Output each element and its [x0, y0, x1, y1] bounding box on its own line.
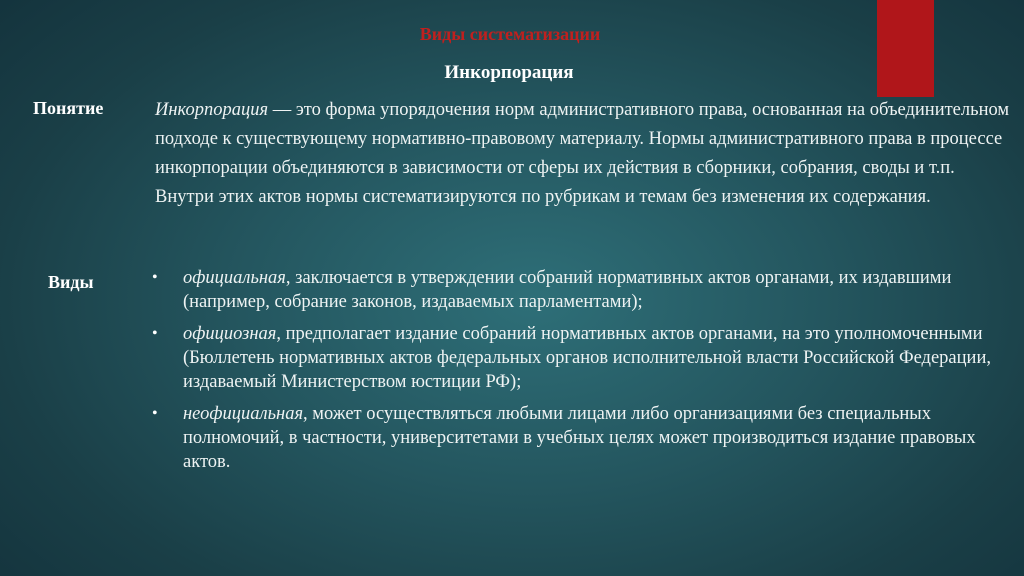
type-text: , может осуществляться любыми лицами либо организациями без специальных полномочий, в частности, университетами в учебных целях может производиться издание правовых актов. — [183, 404, 976, 472]
list-item — [150, 266, 1018, 314]
type-term: официальная — [183, 268, 286, 288]
list-item — [150, 322, 1018, 394]
slide-title: Виды систематизации — [419, 24, 601, 44]
bullet-icon: • — [152, 405, 158, 422]
bullet-icon: • — [152, 269, 158, 286]
list-item — [150, 402, 1018, 474]
concept-term: Инкорпорация — [155, 100, 269, 120]
types-list — [150, 266, 1018, 482]
type-term: официозная — [183, 324, 277, 344]
concept-text: — это форма упорядочения норм административного права, основанная на объединительном подходе к существующему нормативно-правовому материалу. Нормы административного права в процессе инкорпорации объединяются в зависимости от сферы их действия в сборники, собрания, своды и т.п. Внутри этих актов нормы систематизируются по рубрикам и темам без изменения их содержания. — [155, 100, 1010, 207]
type-text: , предполагает издание собраний нормативных актов органами, на это уполномоченными (Бюллетень нормативных актов федеральных органов исполнительной власти Российской Федерации, издаваемый Министерством юстиции РФ); — [183, 324, 991, 392]
slide-subtitle: Инкорпорация — [444, 62, 574, 83]
type-text: , заключается в утверждении собраний нормативных актов органами, их издавшими (например, собрание законов, издаваемых парламентами); — [183, 268, 952, 312]
type-term: неофициальная — [183, 404, 304, 424]
concept-definition — [155, 96, 1017, 212]
concept-label: Понятие — [33, 98, 104, 118]
types-label: Виды — [48, 272, 94, 292]
bullet-icon: • — [152, 325, 158, 342]
